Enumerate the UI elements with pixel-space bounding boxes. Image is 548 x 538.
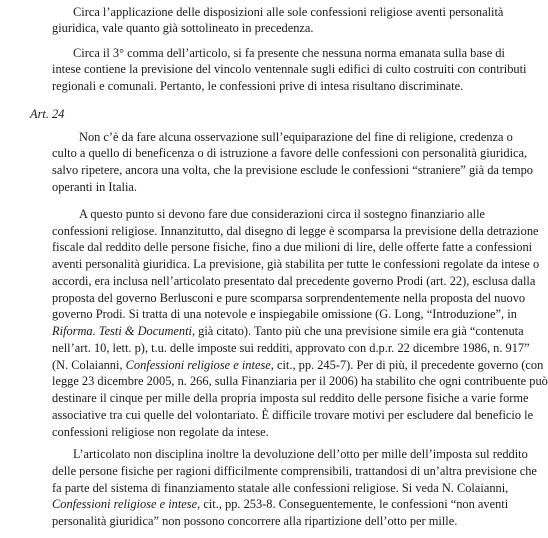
paragraph-4-line-11: legge 23 dicembre 2005, n. 266, sulla Finanziaria per il 2006) ha stabilito che ogni contribuente può — [52, 374, 548, 388]
paragraph-4-line-1: A questo punto si devono fare due considerazioni circa il sostegno finanziario alle — [79, 207, 486, 221]
paragraph-4-line-10-end: , cit., pp. 245-7). Per di più, il precedente governo (con — [270, 358, 544, 372]
paragraph-1-line-1: Circa l’applicazione delle disposizioni alle sole confessioni religiose aventi personalità — [73, 5, 504, 19]
paragraph-4-line-7: governo Prodi. Si tratta di una notevole e inspiegabile omissione (G. Long, “Introduzione”, in — [52, 307, 517, 321]
paragraph-5-line-4-text: , cit., pp. 253-8. Conseguentemente, le confessioni “non aventi — [197, 497, 509, 511]
paragraph-4-line-5: accordi, era inclusa nell’articolato presentato dal precedente governo Prodi (art. 22), esclusa dalla — [52, 274, 536, 288]
paragraph-2-line-3: regionali e comunali. Pertanto, le confessioni prive di intesa risultano discriminate. — [52, 79, 464, 93]
paragraph-5-line-2: delle persone fisiche per ragioni difficilmente comprensibili, trattandosi di un’altra previsione che — [52, 464, 537, 478]
paragraph-4-line-10-start: (N. Colaianni, — [52, 358, 126, 372]
article-heading: Art. 24 — [30, 107, 65, 121]
paragraph-5-line-5: personalità giuridica” non possono concorrere alla ripartizione dell’otto per mille. — [52, 514, 458, 528]
paragraph-3-line-4: operanti in Italia. — [52, 180, 137, 194]
citation-title-confessioni: Confessioni religiose e intese — [125, 358, 271, 372]
paragraph-1-line-2: giuridica, vale quanto già sottolineato in precedenza. — [52, 21, 314, 35]
paragraph-3-line-3: salvo ripetere, ancora una volta, che la previsione esclude le confessioni “straniere” già da tempo — [52, 163, 533, 177]
paragraph-5-line-3: fa parte del sistema di finanziamento statale alle confessioni religiose. Si veda N. Colaianni, — [52, 481, 509, 495]
paragraph-4-line-6: proposta del governo Berlusconi e pure scomparsa sorprendentemente nella proposta del nuovo — [52, 291, 526, 305]
paragraph-3-line-2: culto a quello di beneficenza o di istruzione a favore delle confessioni con personalità giuridica, — [52, 146, 528, 160]
paragraph-4-line-4: aventi personalità giuridica. La previsione, già stabilita per tutte le confessioni regolate da intese o — [52, 257, 540, 271]
paragraph-4-line-8 — [52, 323, 524, 339]
paragraph-5-line-4 — [52, 496, 509, 512]
paragraph-4-line-8-text: , già citato). Tanto più che una previsione simile era già “contenuta — [191, 324, 524, 338]
paragraph-4-line-10 — [52, 357, 544, 373]
paragraph-4-line-14: confessioni religiose non regolate da intese. — [52, 425, 269, 439]
paragraph-4-line-9: nell’art. 10, lett. p), t.u. delle imposte sui redditi, approvato con d.p.r. 22 dicembre 1986, n. 917” — [52, 341, 530, 355]
paragraph-5-line-1: L’articolato non disciplina inoltre la devoluzione dell’otto per mille dell’imposta sul reddito — [73, 447, 528, 461]
paragraph-4-line-13: associative tra cui quelle del volontariato. È difficile trovare motivi per escludere dal beneficio le — [52, 408, 534, 422]
paragraph-2-line-1: Circa il 3° comma dell’articolo, si fa presente che nessuna norma emanata sulla base di — [73, 46, 505, 60]
paragraph-4-line-2: confessioni religiose. Innanzitutto, dal disegno di legge è scomparsa la previsione della detrazione — [52, 224, 539, 238]
citation-title-confessioni-2: Confessioni religiose e intese — [52, 497, 198, 511]
paragraph-2-line-2: intese contiene la previsione del vincolo ventennale sugli edifici di culto costruiti con contributi — [52, 62, 527, 76]
paragraph-4-line-3: fiscale dal reddito delle persone fisiche, fino a due milioni di lire, delle offerte fatte a confessioni — [52, 240, 533, 254]
paragraph-3-line-1: Non c’è da fare alcuna osservazione sull’equiparazione del fine di religione, credenza o — [79, 130, 513, 144]
citation-title-riforma: Riforma. Testi & Documenti — [52, 324, 192, 338]
paragraph-4-line-12: destinare il cinque per mille della propria imposta sul reddito delle persone fisiche a varie forme — [52, 391, 529, 405]
